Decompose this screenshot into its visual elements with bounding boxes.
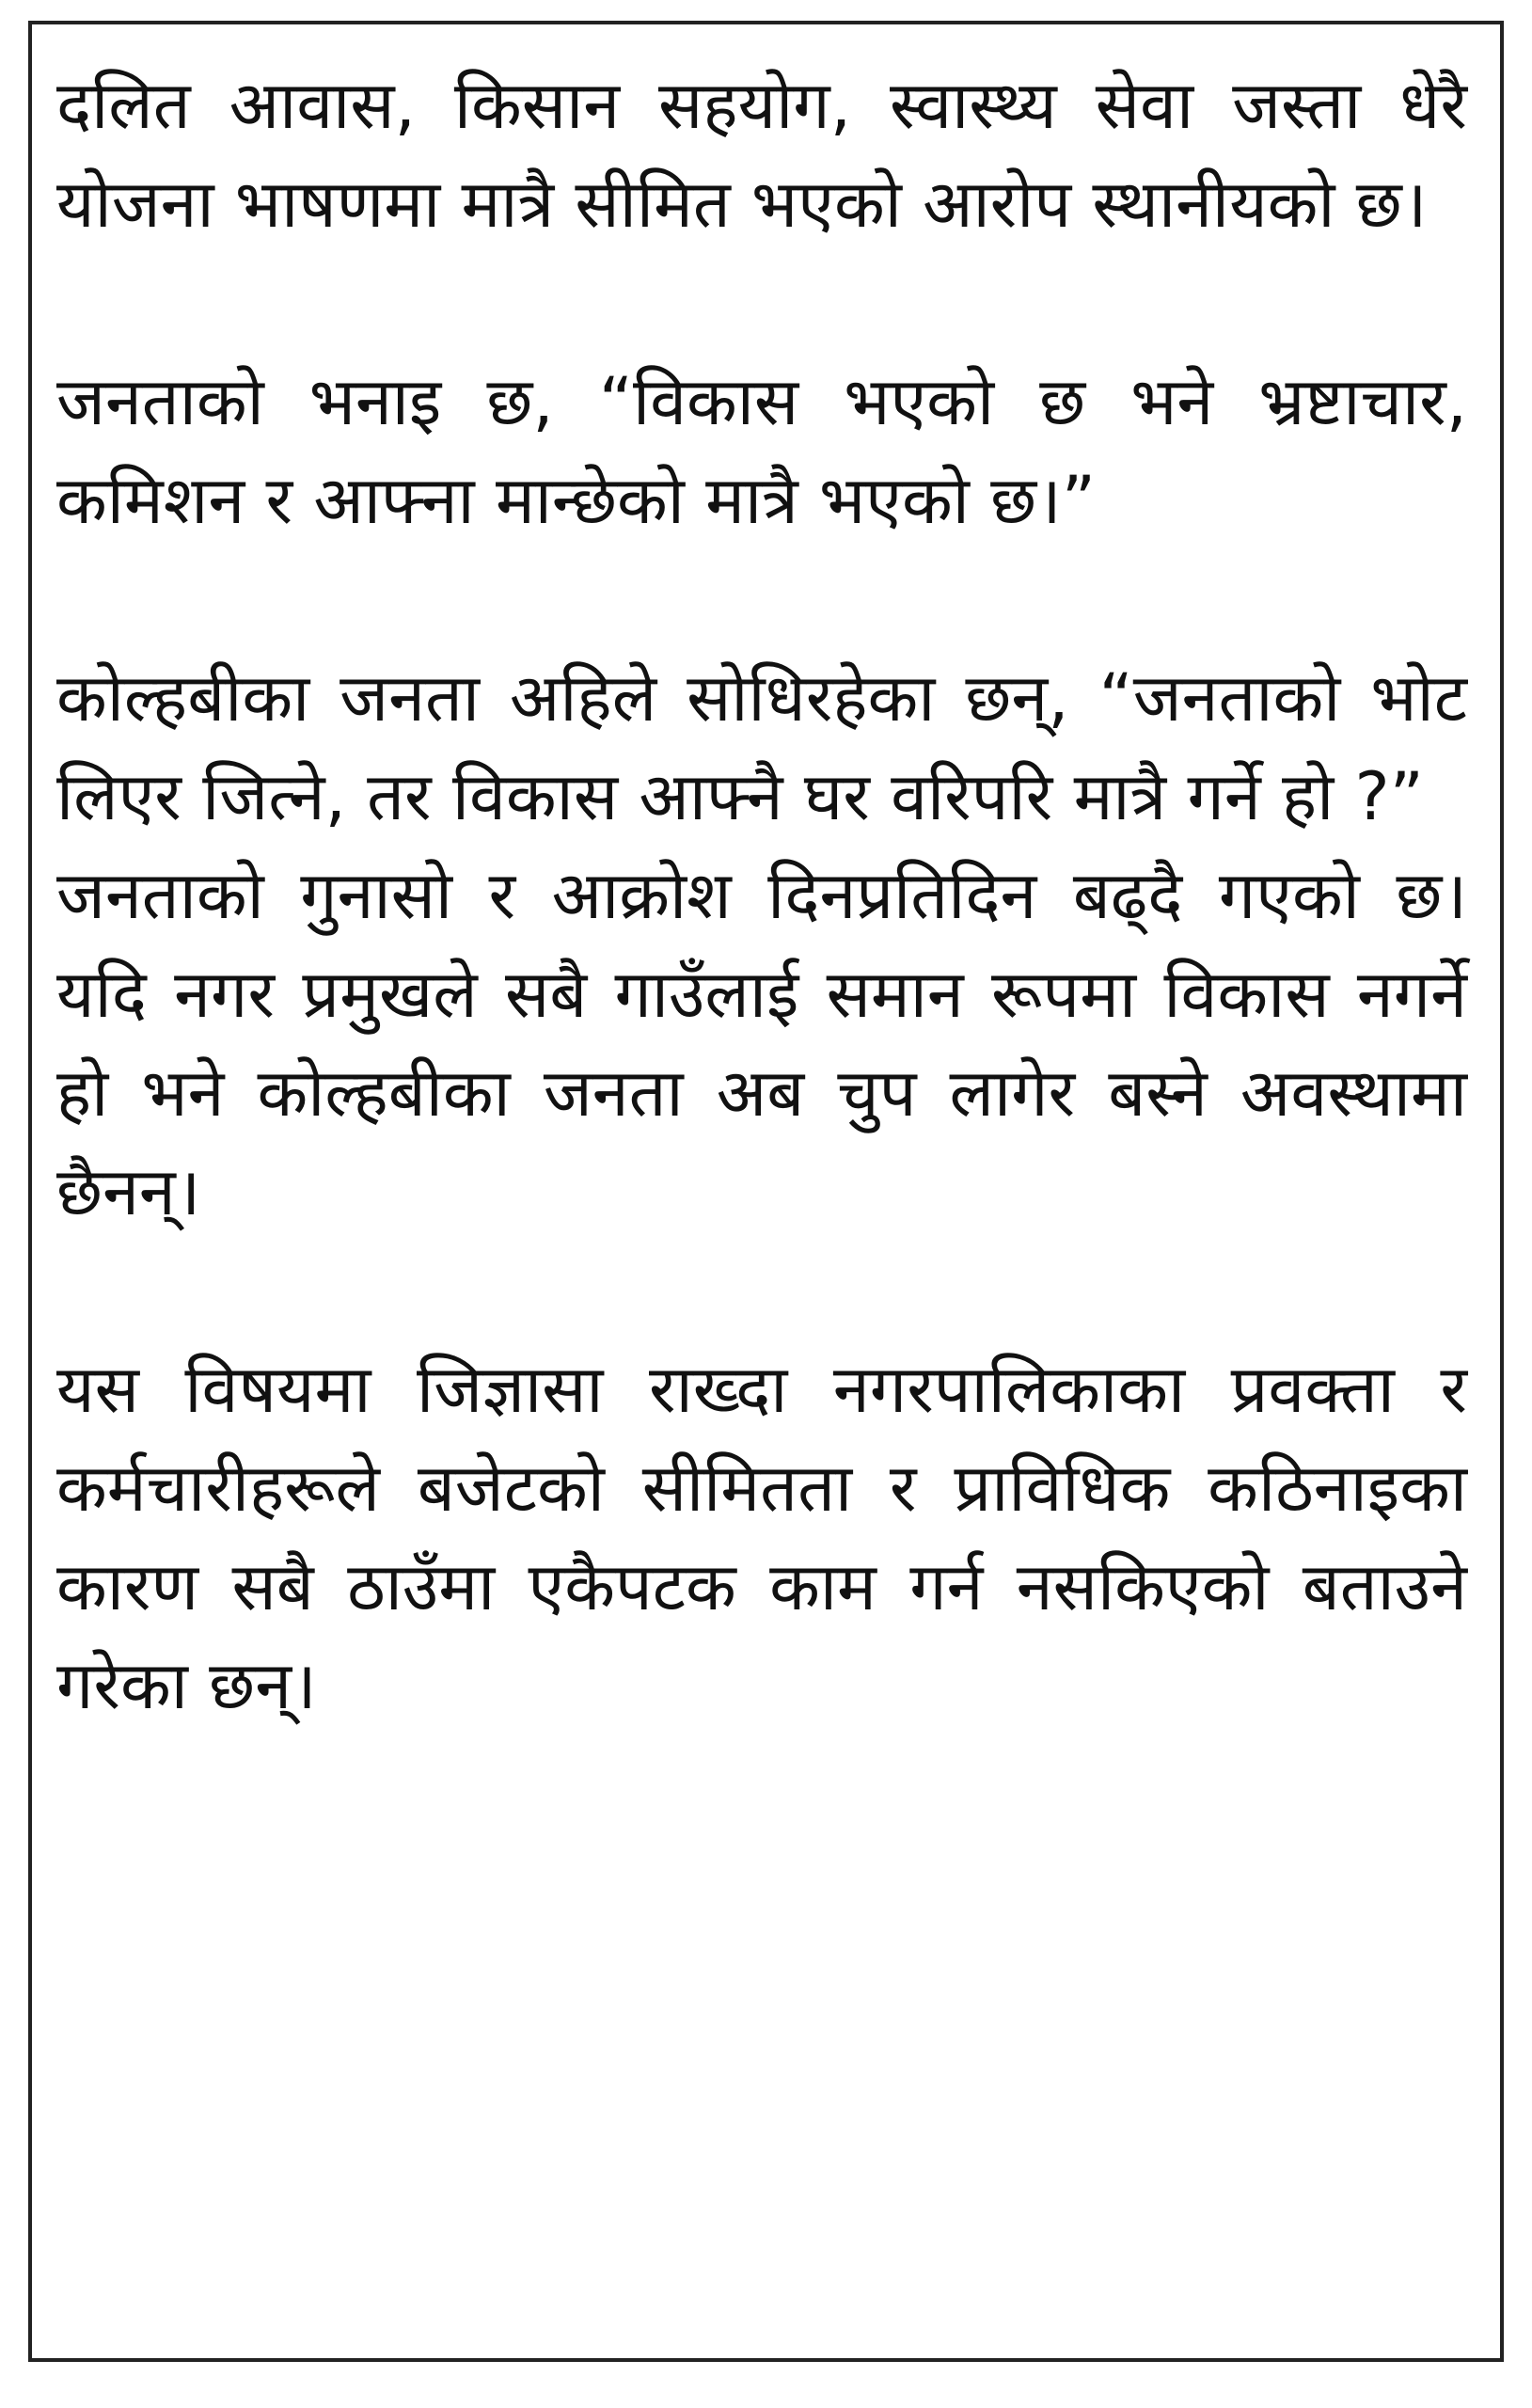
paragraph-public-grievance: जनताको गुनासो र आक्रोश दिनप्रतिदिन बढ्दै गएको छ। यदि नगर प्रमुखले सबै गाउँलाई समान रूपमा विकास नगर्ने हो भने कोल्हबीका जनता अब चुप लागेर बस्ने अवस्थामा छैनन्। — [56, 857, 1467, 1230]
article-body — [56, 56, 1467, 1735]
paragraph-spacer — [56, 550, 1467, 649]
paragraph-kolhabi-question: कोल्हबीका जनता अहिले सोधिरहेका छन्, “जनताको भोट लिएर जित्ने, तर विकास आफ्नै घर वरिपरि मात्रै गर्ने हो ?” — [56, 659, 1467, 835]
paragraph-spacer — [56, 1242, 1467, 1340]
paragraph-dalit-housing: दलित आवास, किसान सहयोग, स्वास्थ्य सेवा जस्ता धेरै योजना भाषणमा मात्रै सीमित भएको आरोप स्थानीयको छ। — [56, 67, 1467, 243]
paragraph-public-opinion: जनताको भनाइ छ, “विकास भएको छ भने भ्रष्टाचार, कमिशन र आफ्ना मान्छेको मात्रै भएको छ।” — [56, 363, 1467, 539]
paragraph-municipality-response: यस विषयमा जिज्ञासा राख्दा नगरपालिकाका प्रवक्ता र कर्मचारीहरूले बजेटको सीमितता र प्राविधिक कठिनाइका कारण सबै ठाउँमा एकैपटक काम गर्न नसकिएको बताउने गरेका छन्। — [56, 1351, 1467, 1724]
paragraph-spacer — [56, 254, 1467, 353]
